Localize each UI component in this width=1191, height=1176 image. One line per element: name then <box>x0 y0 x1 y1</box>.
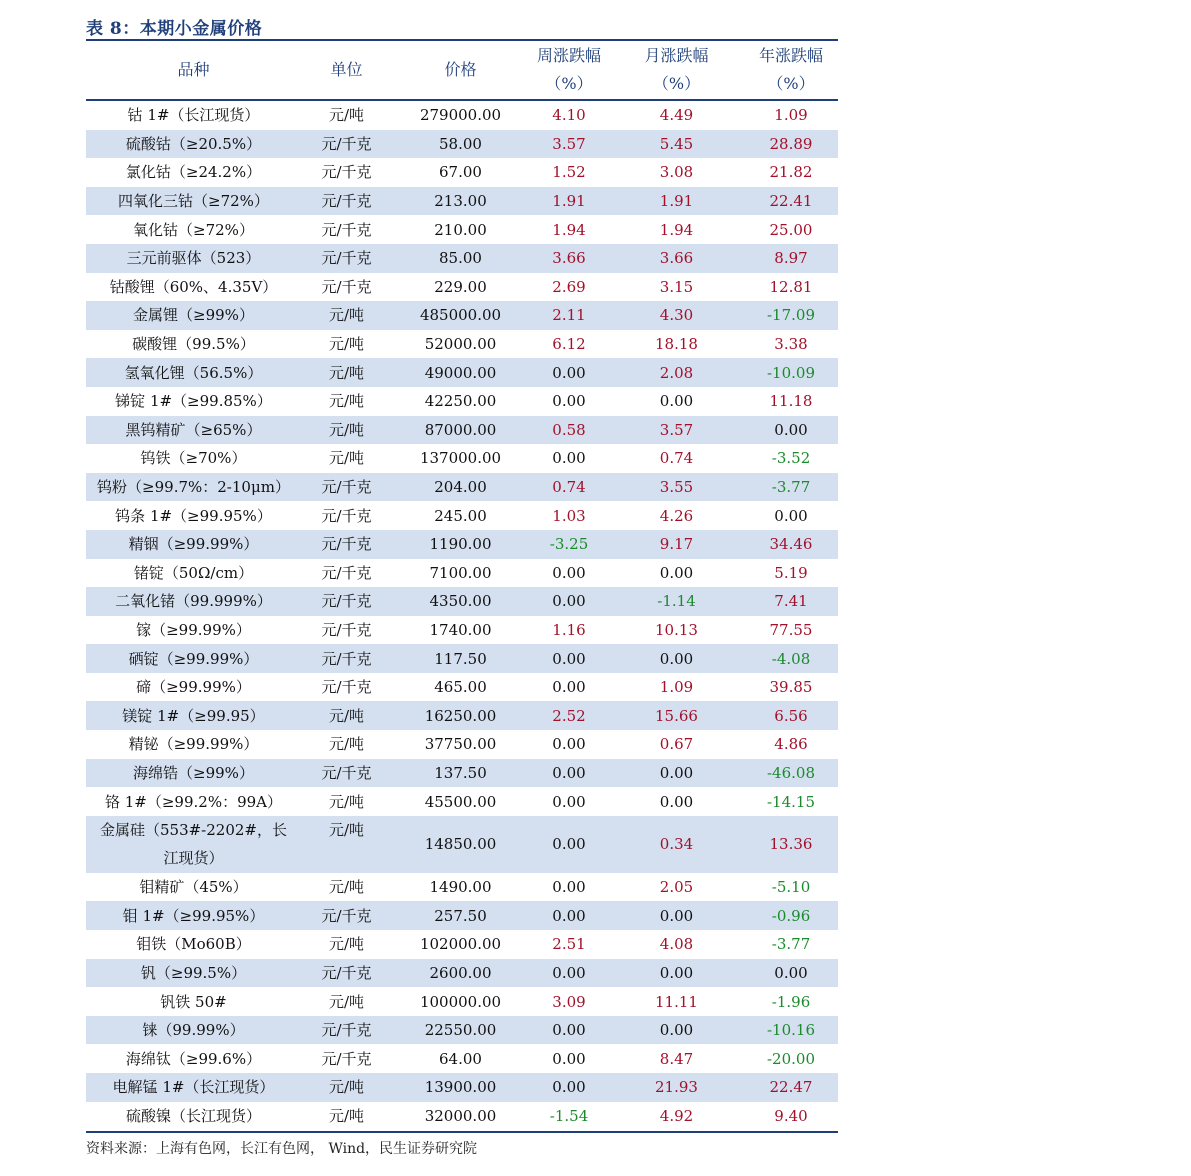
cell-month: 11.11 <box>655 992 698 1011</box>
cell-week: 1.16 <box>552 620 586 639</box>
table-row <box>86 387 838 416</box>
cell-year: 6.56 <box>744 701 838 730</box>
cell-price: 49000.00 <box>392 358 529 387</box>
cell-week: 0.00 <box>529 1073 609 1102</box>
cell-week: 3.57 <box>529 130 609 159</box>
cell-unit: 元/千克 <box>301 244 392 273</box>
table-row <box>86 759 838 788</box>
cell-unit: 元/千克 <box>301 959 392 988</box>
cell-unit: 元/吨 <box>301 701 392 730</box>
cell-month: 8.47 <box>659 1049 694 1068</box>
cell-price: 137.50 <box>392 759 529 788</box>
cell-month: 0.00 <box>609 644 744 673</box>
cell-year: 25.00 <box>769 220 813 239</box>
cell-year: -5.10 <box>771 878 811 897</box>
cell-unit: 元/千克 <box>301 644 392 673</box>
cell-week: -1.54 <box>549 1106 589 1125</box>
cell-week: 0.58 <box>529 416 609 445</box>
cell-unit: 元/千克 <box>321 220 372 239</box>
table-row <box>86 701 838 730</box>
cell-name: 氯化钴（≥24.2%） <box>125 163 262 182</box>
cell-name: 钨条 1#（≥99.95%） <box>115 506 272 525</box>
cell-week: -3.25 <box>529 530 609 559</box>
table-row <box>86 873 838 902</box>
cell-price: 210.00 <box>434 220 487 239</box>
cell-unit: 元/吨 <box>328 1106 365 1125</box>
cell-month: 10.13 <box>655 620 698 639</box>
cell-price: 45500.00 <box>424 792 497 811</box>
cell-name: 氧化钴（≥72%） <box>133 220 254 239</box>
cell-week: 0.00 <box>552 563 586 582</box>
cell-price: 52000.00 <box>424 335 497 354</box>
cell-week: 0.00 <box>552 878 586 897</box>
cell-week: 2.69 <box>552 277 586 296</box>
cell-name: 氢氧化锂（56.5%） <box>86 358 301 387</box>
cell-price: 16250.00 <box>392 701 529 730</box>
cell-price: 1190.00 <box>392 530 529 559</box>
table-row <box>86 244 838 273</box>
table-row <box>86 587 838 616</box>
cell-unit: 元/千克 <box>321 277 372 296</box>
cell-week: 3.09 <box>552 992 586 1011</box>
cell-price: 204.00 <box>392 473 529 502</box>
cell-name: 铼（99.99%） <box>86 1016 301 1045</box>
cell-year: 11.18 <box>769 392 813 411</box>
table-row <box>86 1016 838 1045</box>
cell-unit: 元/千克 <box>321 563 372 582</box>
table-row <box>86 358 838 387</box>
table-row <box>86 215 838 244</box>
cell-month: 4.49 <box>659 106 694 125</box>
cell-unit: 元/吨 <box>328 935 365 954</box>
cell-name: 镓（≥99.99%） <box>136 620 251 639</box>
table-row <box>86 1044 838 1073</box>
table-row <box>86 787 838 816</box>
cell-name: 钴 1#（长江现货） <box>127 106 260 125</box>
cell-month: 2.08 <box>609 358 744 387</box>
table-row <box>86 130 838 159</box>
price-table-container <box>86 39 838 1133</box>
table-row <box>86 673 838 702</box>
cell-year: 0.00 <box>744 959 838 988</box>
cell-price: 58.00 <box>392 130 529 159</box>
cell-week: 0.00 <box>552 392 586 411</box>
cell-unit: 元/千克 <box>301 1016 392 1045</box>
cell-name: 四氧化三钴（≥72%） <box>86 187 301 216</box>
cell-year: -17.09 <box>744 301 838 330</box>
cell-unit: 元/千克 <box>301 587 392 616</box>
cell-unit: 元/千克 <box>301 473 392 502</box>
cell-name: 锑锭 1#（≥99.85%） <box>115 392 272 411</box>
cell-name: 钼 1#（≥99.95%） <box>86 901 301 930</box>
table-body <box>86 100 838 1130</box>
cell-price: 1490.00 <box>429 878 492 897</box>
cell-month: 4.92 <box>659 1106 694 1125</box>
cell-year: -10.16 <box>744 1016 838 1045</box>
cell-month: 15.66 <box>609 701 744 730</box>
cell-month: 0.74 <box>659 449 694 468</box>
cell-week: 0.00 <box>529 358 609 387</box>
table-row <box>86 416 838 445</box>
cell-unit: 元/吨 <box>301 1073 392 1102</box>
table-row <box>86 100 838 130</box>
cell-month: 0.34 <box>609 816 744 873</box>
cell-price: 42250.00 <box>424 392 497 411</box>
cell-year: -3.77 <box>771 935 811 954</box>
cell-month: 3.55 <box>609 473 744 502</box>
cell-month: 0.00 <box>609 759 744 788</box>
cell-price: 37750.00 <box>424 735 497 754</box>
cell-week: 0.00 <box>529 1016 609 1045</box>
cell-week: 0.00 <box>552 735 586 754</box>
cell-week: 0.74 <box>529 473 609 502</box>
cell-year: 4.86 <box>774 735 808 754</box>
header-unit: 单位 <box>330 60 363 79</box>
cell-year: -10.09 <box>744 358 838 387</box>
cell-year: 5.19 <box>774 563 808 582</box>
cell-week: 0.00 <box>529 816 609 873</box>
cell-name: 钴酸锂（60%、4.35V） <box>109 277 278 296</box>
table-row <box>86 187 838 216</box>
small-metals-price-table <box>86 41 838 1130</box>
table-row <box>86 987 838 1016</box>
table-row <box>86 559 838 588</box>
table-row <box>86 730 838 759</box>
cell-month: 2.05 <box>659 878 694 897</box>
cell-month: -1.14 <box>609 587 744 616</box>
cell-unit: 元/吨 <box>301 816 392 873</box>
cell-name: 钨粉（≥99.7%：2-10μm） <box>86 473 301 502</box>
cell-unit: 元/千克 <box>321 678 372 697</box>
cell-year: -46.08 <box>744 759 838 788</box>
table-row <box>86 158 838 187</box>
cell-year: -3.52 <box>771 449 811 468</box>
cell-month: 4.08 <box>659 935 694 954</box>
cell-price: 137000.00 <box>419 449 502 468</box>
cell-month: 3.15 <box>659 277 694 296</box>
cell-price: 2600.00 <box>392 959 529 988</box>
cell-unit: 元/吨 <box>328 792 365 811</box>
header-week-label: 周涨跌幅 <box>536 46 601 65</box>
cell-month: 0.00 <box>609 901 744 930</box>
cell-unit: 元/吨 <box>301 416 392 445</box>
cell-week: 2.51 <box>552 935 586 954</box>
cell-month: 4.26 <box>659 506 694 525</box>
table-row <box>86 959 838 988</box>
cell-price: 64.00 <box>439 1049 482 1068</box>
cell-year: 0.00 <box>774 506 808 525</box>
cell-unit: 元/吨 <box>301 301 392 330</box>
cell-price: 117.50 <box>392 644 529 673</box>
cell-name: 钼精矿（45%） <box>139 878 248 897</box>
cell-name: 海绵锆（≥99%） <box>86 759 301 788</box>
cell-name: 精铋（≥99.99%） <box>128 735 259 754</box>
cell-year: 0.00 <box>744 416 838 445</box>
table-row <box>86 530 838 559</box>
cell-price: 32000.00 <box>424 1106 497 1125</box>
cell-unit: 元/千克 <box>301 530 392 559</box>
cell-price: 87000.00 <box>392 416 529 445</box>
cell-unit: 元/吨 <box>328 878 365 897</box>
header-week-unit: （%） <box>545 74 593 93</box>
cell-year: 22.47 <box>744 1073 838 1102</box>
cell-unit: 元/千克 <box>301 901 392 930</box>
cell-name: 金属硅（553#-2202#，长江现货） <box>86 816 301 873</box>
cell-month: 1.94 <box>659 220 694 239</box>
cell-name: 海绵钛（≥99.6%） <box>125 1049 262 1068</box>
cell-month: 1.09 <box>659 678 694 697</box>
cell-year: 34.46 <box>744 530 838 559</box>
cell-week: 1.52 <box>552 163 586 182</box>
cell-week: 0.00 <box>529 759 609 788</box>
table-row <box>86 644 838 673</box>
header-week <box>529 41 609 100</box>
cell-month: 0.00 <box>609 959 744 988</box>
cell-price: 4350.00 <box>392 587 529 616</box>
cell-price: 279000.00 <box>419 106 502 125</box>
cell-year: 39.85 <box>769 678 813 697</box>
header-month-unit: （%） <box>652 74 701 93</box>
header-month <box>609 41 744 100</box>
cell-week: 1.03 <box>552 506 586 525</box>
cell-month: 0.00 <box>609 1016 744 1045</box>
table-bottom-rule <box>86 1131 838 1133</box>
table-row <box>86 930 838 959</box>
cell-month: 3.57 <box>609 416 744 445</box>
cell-name: 三元前驱体（523） <box>86 244 301 273</box>
cell-year: -1.96 <box>771 992 811 1011</box>
cell-year: 8.97 <box>744 244 838 273</box>
cell-unit: 元/千克 <box>301 759 392 788</box>
cell-month: 3.66 <box>609 244 744 273</box>
cell-month: 0.67 <box>659 735 694 754</box>
table-row <box>86 473 838 502</box>
cell-name: 锗锭（50Ω/cm） <box>133 563 254 582</box>
cell-price: 213.00 <box>392 187 529 216</box>
cell-name: 碳酸锂（99.5%） <box>132 335 255 354</box>
cell-year: 13.36 <box>744 816 838 873</box>
cell-name: 钒铁 50# <box>160 992 227 1011</box>
cell-unit: 元/吨 <box>328 449 365 468</box>
cell-month: 0.00 <box>659 392 694 411</box>
cell-name: 碲（≥99.99%） <box>136 678 251 697</box>
header-year-unit: （%） <box>767 74 815 93</box>
cell-unit: 元/吨 <box>328 392 365 411</box>
cell-name: 精铟（≥99.99%） <box>86 530 301 559</box>
cell-price: 22550.00 <box>392 1016 529 1045</box>
cell-price: 229.00 <box>434 277 487 296</box>
table-row <box>86 1073 838 1102</box>
cell-week: 2.52 <box>529 701 609 730</box>
cell-name: 镁锭 1#（≥99.95） <box>86 701 301 730</box>
cell-month: 3.08 <box>659 163 694 182</box>
cell-year: 1.09 <box>774 106 808 125</box>
cell-year: 7.41 <box>744 587 838 616</box>
cell-name: 二氧化锗（99.999%） <box>86 587 301 616</box>
cell-year: -0.96 <box>744 901 838 930</box>
table-row <box>86 273 838 302</box>
cell-month: 21.93 <box>609 1073 744 1102</box>
cell-week: 1.94 <box>552 220 586 239</box>
cell-price: 14850.00 <box>392 816 529 873</box>
cell-price: 100000.00 <box>419 992 502 1011</box>
table-row <box>86 616 838 645</box>
cell-name: 金属锂（≥99%） <box>86 301 301 330</box>
cell-week: 0.00 <box>552 449 586 468</box>
cell-week: 4.10 <box>552 106 586 125</box>
cell-name: 黑钨精矿（≥65%） <box>86 416 301 445</box>
cell-month: 9.17 <box>609 530 744 559</box>
cell-month: 18.18 <box>655 335 698 354</box>
cell-month: 0.00 <box>659 792 694 811</box>
cell-year: 77.55 <box>769 620 813 639</box>
cell-unit: 元/千克 <box>321 506 372 525</box>
cell-unit: 元/千克 <box>301 130 392 159</box>
cell-month: 5.45 <box>609 130 744 159</box>
cell-price: 7100.00 <box>429 563 492 582</box>
source-note: 资料来源：上海有色网，长江有色网， Wind，民生证券研究院 <box>86 1141 478 1157</box>
header-year <box>744 41 838 100</box>
cell-name: 钼铁（Mo60B） <box>136 935 251 954</box>
cell-week: 2.11 <box>529 301 609 330</box>
header-year-label: 年涨跌幅 <box>758 46 823 65</box>
table-row <box>86 444 838 473</box>
cell-week: 3.66 <box>529 244 609 273</box>
cell-name: 钒（≥99.5%） <box>86 959 301 988</box>
table-row <box>86 330 838 359</box>
cell-price: 485000.00 <box>392 301 529 330</box>
cell-price: 13900.00 <box>392 1073 529 1102</box>
cell-week: 0.00 <box>552 792 586 811</box>
cell-year: 12.81 <box>769 277 813 296</box>
cell-name: 硫酸钴（≥20.5%） <box>86 130 301 159</box>
cell-unit: 元/吨 <box>301 358 392 387</box>
cell-year: 22.41 <box>744 187 838 216</box>
cell-name: 硫酸镍（长江现货） <box>125 1106 261 1125</box>
cell-unit: 元/千克 <box>301 187 392 216</box>
cell-price: 465.00 <box>434 678 487 697</box>
header-price: 价格 <box>444 60 477 79</box>
cell-year: 3.38 <box>774 335 808 354</box>
table-row <box>86 1102 838 1131</box>
cell-week: 0.00 <box>552 1049 586 1068</box>
cell-price: 1740.00 <box>429 620 492 639</box>
cell-week: 1.91 <box>529 187 609 216</box>
table-row <box>86 901 838 930</box>
header-month-label: 月涨跌幅 <box>644 46 709 65</box>
table-row <box>86 301 838 330</box>
cell-unit: 元/吨 <box>328 992 365 1011</box>
cell-price: 102000.00 <box>419 935 502 954</box>
cell-name: 电解锰 1#（长江现货） <box>86 1073 301 1102</box>
cell-week: 0.00 <box>529 644 609 673</box>
cell-price: 67.00 <box>439 163 482 182</box>
cell-week: 0.00 <box>529 901 609 930</box>
cell-year: 28.89 <box>744 130 838 159</box>
cell-name: 铬 1#（≥99.2%：99A） <box>104 792 283 811</box>
table-header-row <box>86 41 838 100</box>
cell-price: 85.00 <box>392 244 529 273</box>
header-name: 品种 <box>177 60 210 79</box>
table-row <box>86 501 838 530</box>
cell-year: -14.15 <box>766 792 815 811</box>
cell-price: 257.50 <box>392 901 529 930</box>
cell-name: 硒锭（≥99.99%） <box>86 644 301 673</box>
cell-unit: 元/吨 <box>328 335 365 354</box>
cell-name: 钨铁（≥70%） <box>140 449 247 468</box>
cell-month: 4.30 <box>609 301 744 330</box>
cell-unit: 元/吨 <box>328 106 365 125</box>
cell-year: -4.08 <box>744 644 838 673</box>
cell-unit: 元/千克 <box>321 620 372 639</box>
cell-year: -20.00 <box>766 1049 815 1068</box>
cell-week: 6.12 <box>552 335 586 354</box>
cell-price: 245.00 <box>434 506 487 525</box>
table-title: 表 8：本期小金属价格 <box>86 19 263 39</box>
cell-month: 1.91 <box>609 187 744 216</box>
cell-week: 0.00 <box>529 959 609 988</box>
cell-unit: 元/千克 <box>321 163 372 182</box>
cell-year: 9.40 <box>774 1106 808 1125</box>
cell-year: -3.77 <box>744 473 838 502</box>
cell-unit: 元/吨 <box>328 735 365 754</box>
cell-unit: 元/千克 <box>321 1049 372 1068</box>
table-row <box>86 816 838 873</box>
cell-year: 21.82 <box>769 163 813 182</box>
cell-month: 0.00 <box>659 563 694 582</box>
cell-week: 0.00 <box>552 678 586 697</box>
cell-week: 0.00 <box>529 587 609 616</box>
